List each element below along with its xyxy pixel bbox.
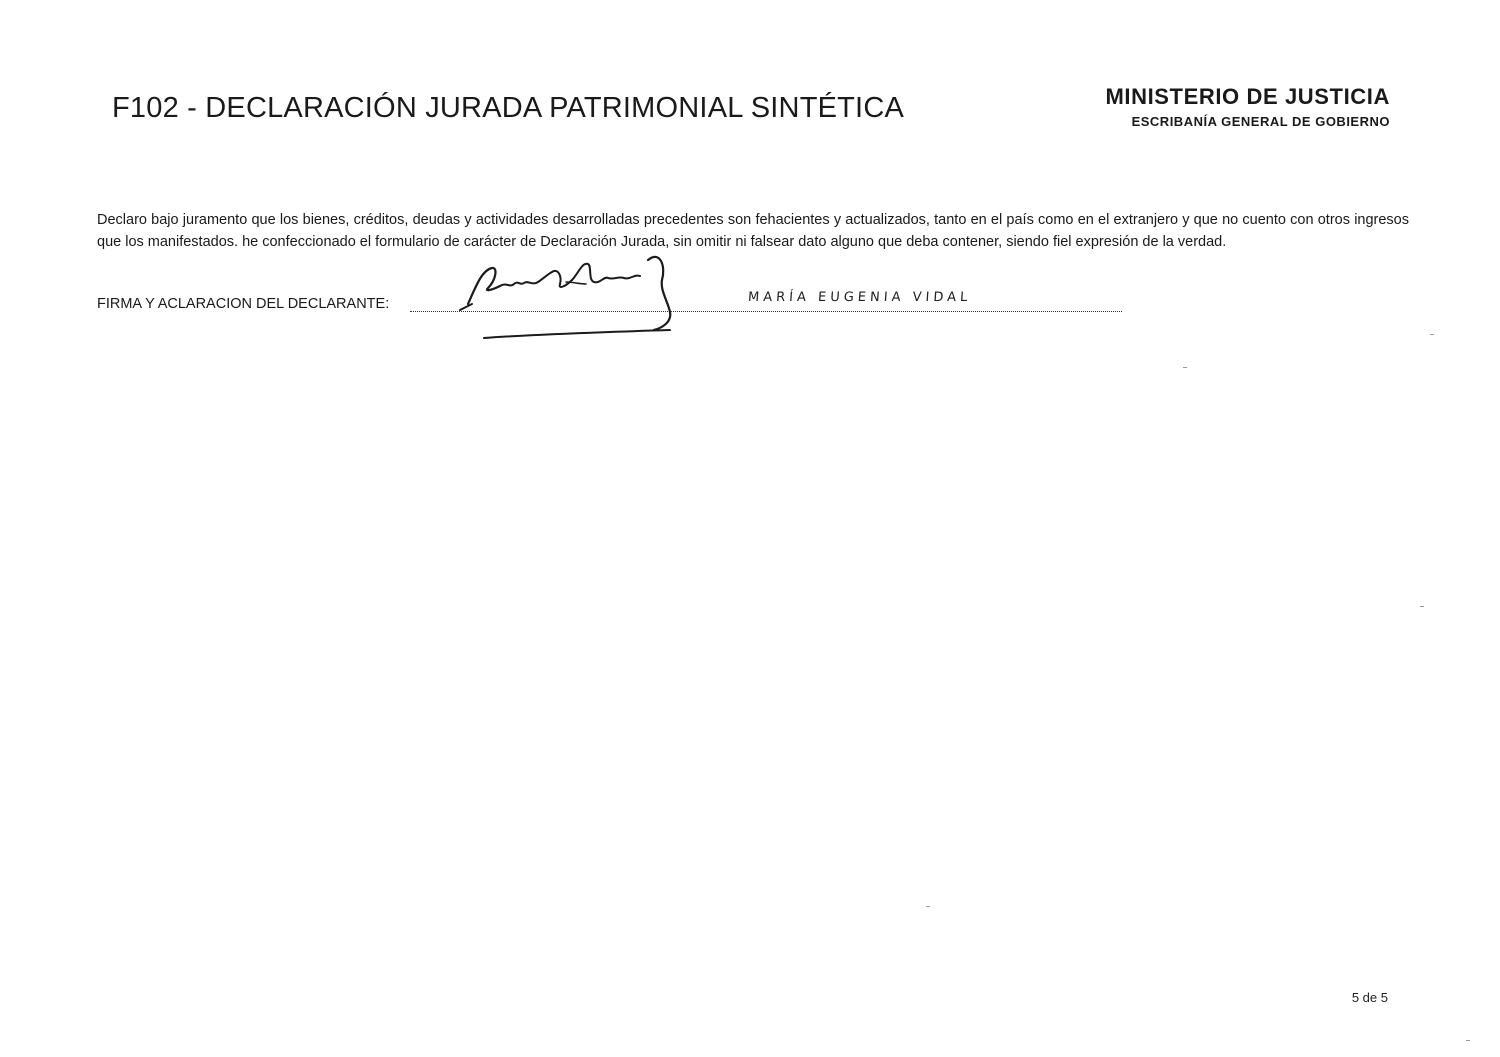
signer-printed-name: MARÍA EUGENIA VIDAL [747,290,972,305]
scan-speck [1430,334,1434,335]
ministry-header [1105,84,1390,129]
declaration-paragraph: Declaro bajo juramento que los bienes, créditos, deudas y actividades desarrolladas precedentes son fehacientes y actualizados, tanto en el país como en el extranjero y que no cuento con otros ingresos que los manifestados. he confeccionado el formulario de carácter de Declaración Jurada, sin omitir ni falsear dato alguno que deba contener, siendo fiel expresión de la verdad. [97,212,1409,250]
ministry-name: MINISTERIO DE JUSTICIA [1105,84,1390,109]
document-title: F102 - DECLARACIÓN JURADA PATRIMONIAL SINTÉTICA [112,92,905,124]
scan-speck [926,906,930,907]
handwritten-signature [448,246,688,346]
ministry-subtitle: ESCRIBANÍA GENERAL DE GOBIERNO [1131,114,1390,129]
scan-speck [1420,606,1424,607]
scan-speck [1183,367,1187,368]
page-number: 5 de 5 [1351,990,1388,1005]
scan-speck [1466,1040,1470,1041]
signature-label: FIRMA Y ACLARACION DEL DECLARANTE: [97,296,390,312]
